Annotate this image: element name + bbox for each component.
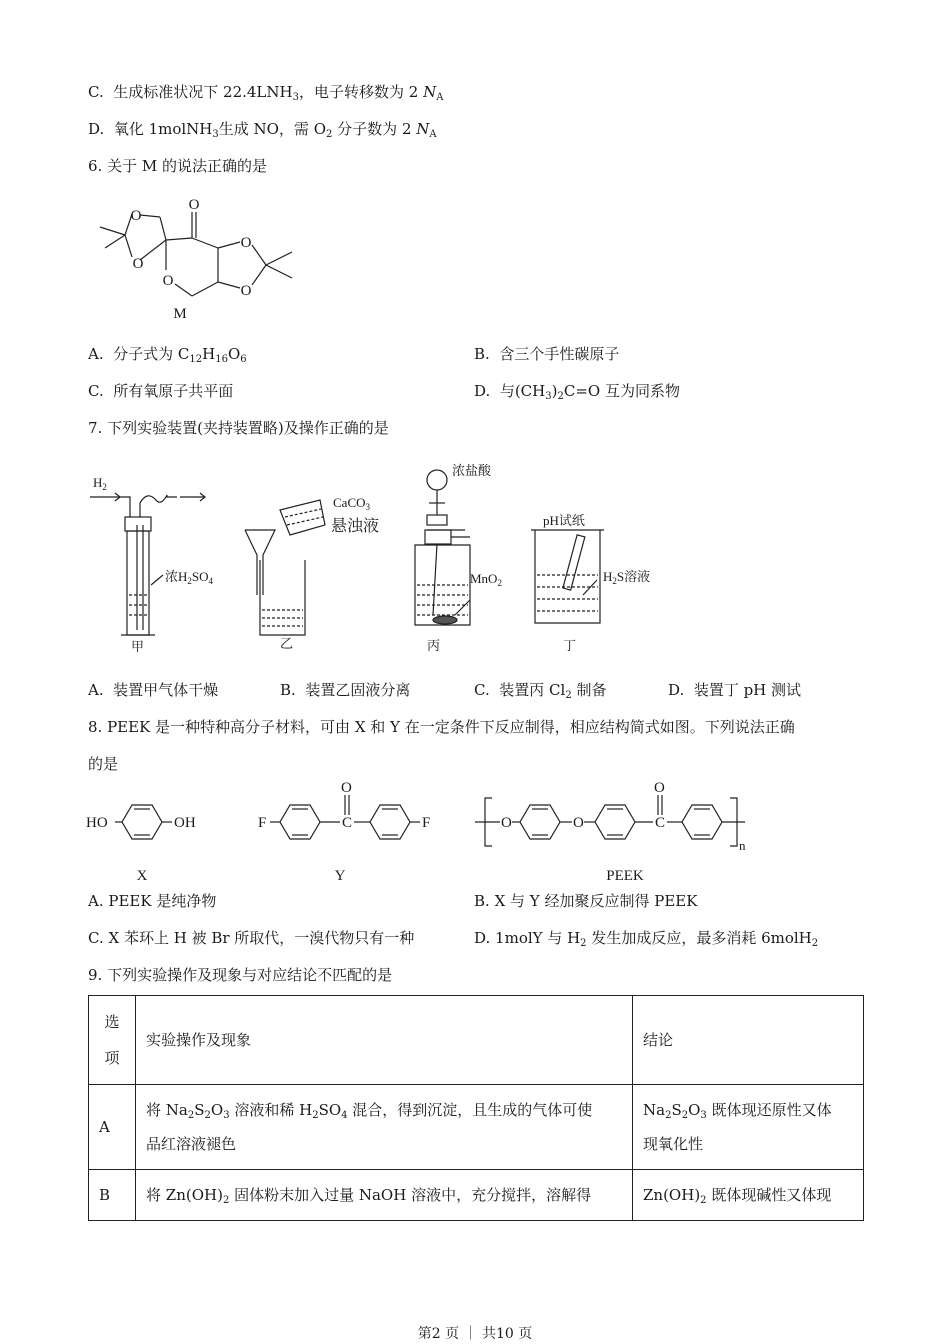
atom-o: O: [188, 197, 200, 213]
table-row: [89, 1085, 864, 1170]
label-conc-h2so4: 浓$H_2SO_4$: [165, 569, 214, 586]
label-h2s-solution: $H_2S$溶液: [603, 569, 651, 586]
q6-option-c: C. 所有氧原子共平面: [88, 382, 234, 400]
q5-option-d: D. 氧化 1molNH$_3$生成 NO，需 $O_2$ 分子数为 2 $N_A$: [88, 120, 437, 140]
x-ho: HO: [86, 815, 108, 831]
q9-stem: 9. 下列实验操作及现象与对应结论不匹配的是: [88, 966, 393, 984]
label-ph-paper: pH试纸: [543, 513, 585, 528]
y-f-right: F: [422, 815, 431, 831]
atom-o: O: [130, 208, 142, 224]
molecule-m-structure: [80, 190, 320, 325]
q8-stem-line2: 的是: [88, 755, 119, 773]
q8-option-d: D. 1molY 与 $H_2$ 发生加成反应，最多消耗 6molH$_2$: [474, 929, 819, 949]
table-row: [89, 1170, 864, 1221]
peek-carbonyl-o: O: [654, 780, 665, 796]
q7-apparatus-figure: [85, 455, 685, 660]
q7-stem: 7. 下列实验装置(夹持装置略)及操作正确的是: [88, 419, 389, 437]
peek-carbonyl-c: C: [655, 815, 666, 831]
q8-stem-line1: 8. PEEK 是一种特种高分子材料，可由 X 和 Y 在一定条件下反应制得，相应结构简式如图。下列说法正确: [88, 718, 795, 736]
label-h2: $H_2$: [93, 475, 107, 492]
q6-option-b: B. 含三个手性碳原子: [474, 345, 620, 363]
table-header-row: [89, 996, 864, 1085]
label-peek: PEEK: [606, 868, 644, 884]
label-mno2: MnO$_2$: [470, 571, 502, 588]
q8-structures-figure: [80, 780, 760, 885]
q7-option-c: C. 装置丙 $Cl_2$ 制备: [474, 681, 607, 701]
label-conc-hcl: 浓盐酸: [452, 463, 492, 478]
q5-option-c: C. 生成标准状况下 $22.4LNH_3$，电子转移数为 2 $N_A$: [88, 83, 444, 103]
q9-table: [88, 995, 864, 1221]
header-operation: 实验操作及现象: [136, 996, 633, 1085]
y-carbonyl-c: C: [342, 815, 353, 831]
row-a-conclusion: $Na_2S_2O_3$ 既体现还原性又体 现氧化性: [633, 1085, 864, 1170]
label-caco3: CaCO$_3$: [333, 495, 370, 512]
label-bing: 丙: [427, 638, 441, 653]
q6-stem: 6. 关于 M 的说法正确的是: [88, 157, 267, 175]
label-x: X: [136, 868, 148, 884]
atom-o: O: [240, 283, 252, 299]
label-jia: 甲: [131, 639, 145, 654]
q6-option-a: A. 分子式为 $C_{12}H_{16}O_6$: [88, 345, 247, 365]
label-yi: 乙: [280, 636, 294, 651]
header-option: 选 项: [89, 996, 136, 1085]
q8-option-c: C. X 苯环上 H 被 Br 所取代，一溴代物只有一种: [88, 929, 415, 947]
label-suspension: 悬浊液: [331, 518, 380, 535]
row-b-option: B: [89, 1170, 136, 1221]
label-y: Y: [334, 868, 346, 884]
q8-option-b: B. X 与 Y 经加聚反应制得 PEEK: [474, 892, 698, 910]
row-a-operation: 将 $Na_2S_2O_3$ 溶液和稀 $H_2SO_4$ 混合，得到沉淀，且生成的气体可使 品红溶液褪色: [136, 1085, 633, 1170]
row-b-operation: 将 $Zn(OH)_2$ 固体粉末加入过量 NaOH 溶液中，充分搅拌，溶解得: [136, 1170, 633, 1221]
row-b-conclusion: $Zn(OH)_2$ 既体现碱性又体现: [633, 1170, 864, 1221]
structure-label-m: M: [173, 306, 187, 322]
row-a-option: A: [89, 1085, 136, 1170]
peek-o1: O: [501, 815, 512, 831]
peek-o2: O: [573, 815, 584, 831]
q8-option-a: A. PEEK 是纯净物: [88, 892, 217, 910]
atom-o: O: [162, 273, 174, 289]
y-f-left: F: [258, 815, 267, 831]
q7-option-b: B. 装置乙固液分离: [280, 681, 411, 699]
q7-option-d: D. 装置丁 pH 测试: [668, 681, 802, 699]
peek-subscript-n: n: [739, 838, 746, 853]
page-footer: 第2 页 ｜ 共10 页: [417, 1326, 533, 1342]
atom-o: O: [132, 256, 144, 272]
atom-o: O: [240, 235, 252, 251]
y-carbonyl-o: O: [341, 780, 352, 796]
q7-option-a: A. 装置甲气体干燥: [88, 681, 219, 699]
header-conclusion: 结论: [633, 996, 864, 1085]
x-oh: OH: [174, 815, 196, 831]
q6-option-d: D. 与$(CH_3)_2C=O$ 互为同系物: [474, 382, 680, 402]
label-ding: 丁: [563, 638, 577, 653]
